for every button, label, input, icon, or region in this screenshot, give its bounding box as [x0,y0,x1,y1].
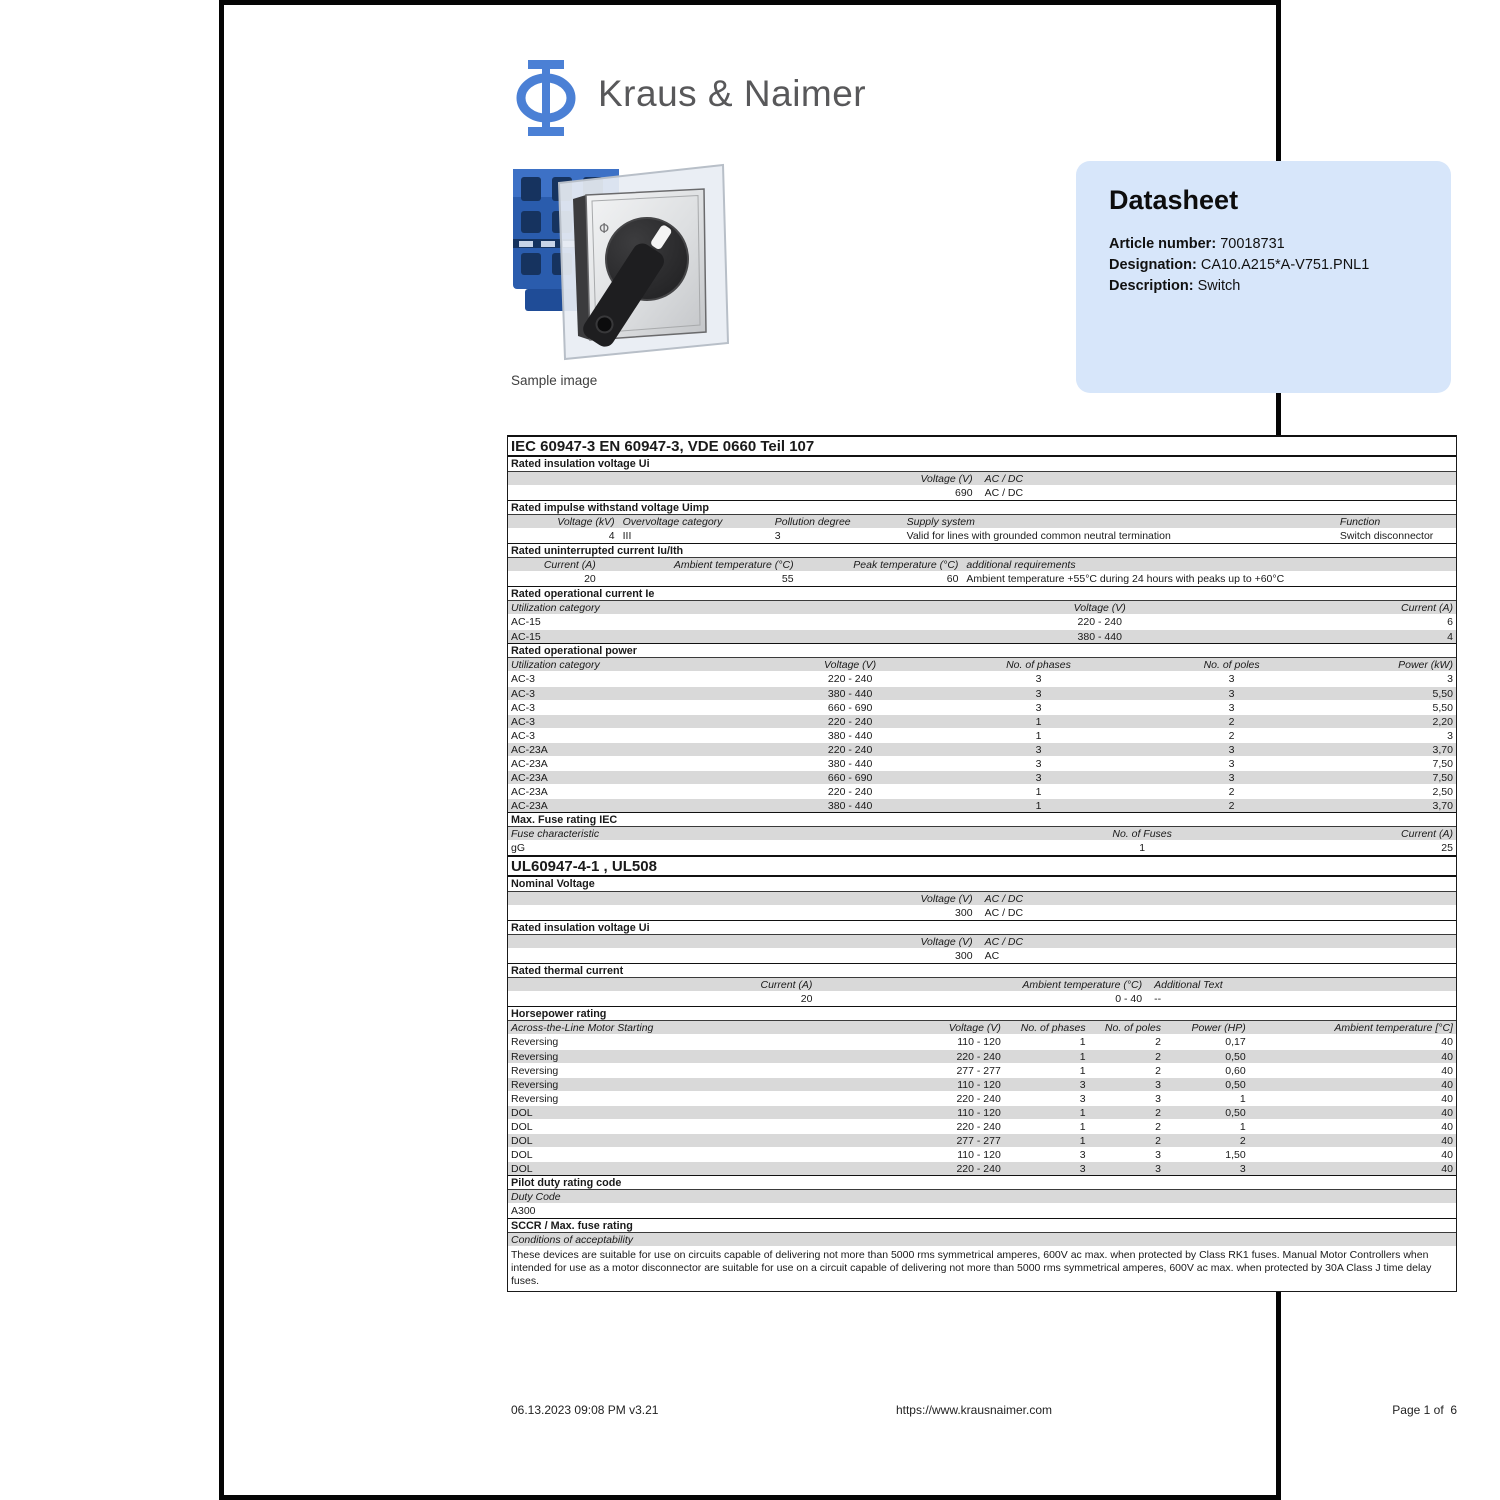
table-cell: IEC 60947-3 EN 60947-3, VDE 0660 Teil 107 [511,437,815,455]
table-cell: 20 [800,993,813,1005]
table-cell: Nominal Voltage [511,878,595,890]
table-row [508,1049,1456,1063]
table-cell: 5,50 [1432,701,1453,714]
table-cell: Supply system [906,515,975,528]
table-cell: AC-23A [511,771,548,784]
table-cell: 3 [1079,1092,1086,1105]
table-row [508,877,1456,892]
table-cell: No. of phases [1020,1021,1086,1034]
table-row [508,515,1456,529]
table-row [508,486,1456,500]
table-row [508,586,1456,601]
table-row [508,615,1456,629]
table-cell: 1 [1079,1036,1086,1048]
table-cell: Current (A) [543,558,596,571]
table-cell: Voltage (V) [920,472,973,485]
table-row [508,1021,1456,1035]
table-cell: Power (HP) [1191,1021,1246,1034]
table-cell: 1 [1239,1120,1246,1133]
table-cell: 2 [1155,1106,1161,1119]
table-cell: 220 - 240 [1077,616,1122,628]
table-row [508,1147,1456,1161]
table-cell: 2 [1228,715,1235,728]
table-cell: Current (A) [1401,827,1453,840]
table-row [508,529,1456,543]
table-row [508,784,1456,798]
table-cell: 2,50 [1432,785,1453,798]
table-row [508,1190,1456,1204]
table-cell: 40 [1441,1148,1453,1161]
table-cell: 2 [1155,1134,1161,1147]
table-cell: 690 [955,487,973,499]
table-cell: Valid for lines with grounded common neutral termination [906,530,1171,542]
table-cell: Horsepower rating [511,1007,607,1020]
table-cell: 220 - 240 [827,715,873,728]
table-row [508,658,1456,672]
table-cell: 1 [1035,715,1042,728]
table-cell: 3 [1228,687,1235,700]
table-cell: Ambient temperature [°C] [1334,1021,1453,1034]
table-cell: 2 [1228,799,1235,812]
table-cell: 3 [1239,1162,1246,1175]
kraus-naimer-logo [511,57,581,139]
table-cell: AC / DC [984,892,1024,905]
table-row [508,1077,1456,1091]
table-cell: 3 [1228,743,1235,756]
table-cell: Additional Text [1154,978,1223,991]
table-cell: 1 [1079,1120,1086,1133]
table-cell: 2 [1155,1120,1161,1133]
table-cell: 3 [1155,1092,1161,1105]
table-cell: Ambient temperature +55°C during 24 hours with peaks up to +60°C [966,573,1285,585]
table-cell: 20 [584,573,596,585]
table-cell: 380 - 440 [827,687,873,700]
table-row [508,892,1456,906]
table-cell: 3,70 [1432,743,1453,756]
table-row [508,949,1456,963]
table-cell: AC-3 [511,687,535,700]
svg-text:Φ: Φ [599,222,610,237]
table-cell: 110 - 120 [957,1148,1001,1161]
table-cell: 3 [1228,673,1235,685]
table-cell: DOL [511,1148,533,1161]
table-cell: 4 [1447,630,1453,643]
table-cell: A300 [511,1205,536,1217]
table-cell: Current (A) [1401,601,1453,614]
table-cell: 7,50 [1432,771,1453,784]
table-row [508,500,1456,515]
table-row [508,906,1456,920]
table-row [508,935,1456,949]
table-cell: Reversing [511,1092,559,1105]
table-cell: 3 [1155,1162,1161,1175]
table-row [508,1105,1456,1119]
table-row [508,827,1456,841]
table-cell: 2 [1155,1064,1161,1077]
table-row [508,1247,1456,1291]
table-row [508,798,1456,812]
table-cell: 4 [608,530,615,542]
table-cell: Utilization category [511,658,600,671]
table-row [508,742,1456,756]
table-cell: AC / DC [984,472,1024,485]
table-cell: 40 [1441,1106,1453,1119]
table-cell: 2 [1155,1036,1161,1048]
table-cell: Max. Fuse rating IEC [511,813,618,826]
table-row [508,572,1456,586]
table-row [508,435,1456,457]
table-cell: 660 - 690 [827,771,873,784]
table-cell: 380 - 440 [827,729,873,742]
table-cell: 6 [1447,616,1453,628]
table-row [508,686,1456,700]
table-cell: Reversing [511,1036,559,1048]
table-row [508,728,1456,742]
table-row [508,1161,1456,1175]
table-cell: 1 [1079,1134,1086,1147]
table-cell: DOL [511,1134,533,1147]
table-cell: 300 [955,907,973,919]
table-cell: Ambient temperature (°C) [673,558,794,571]
table-cell: 660 - 690 [827,701,873,714]
table-cell: SCCR / Max. fuse rating [511,1219,633,1232]
table-cell: 40 [1441,1120,1453,1133]
info-field: Description: Switch [1109,278,1241,294]
table-row [508,978,1456,992]
table-row [508,1233,1456,1247]
product-image [507,153,757,373]
table-cell: 0,60 [1225,1064,1246,1077]
table-row [508,472,1456,486]
table-cell: 3 [1447,729,1453,742]
table-cell: 220 - 240 [956,1050,1001,1063]
table-cell: 380 - 440 [1077,630,1122,643]
table-row [508,855,1456,877]
table-row [508,1218,1456,1233]
table-cell: Ambient temperature (°C) [1022,978,1143,991]
table-cell: AC-23A [511,743,548,756]
table-cell: Overvoltage category [622,515,723,528]
table-cell: DOL [511,1162,533,1175]
table-cell: Conditions of acceptability [511,1233,633,1246]
table-cell: 1 [1079,1050,1086,1063]
table-cell: 0,50 [1225,1078,1246,1091]
page-footer [443,1403,1500,1423]
table-cell: 3 [1035,743,1042,756]
table-row [508,756,1456,770]
table-cell: additional requirements [966,558,1076,571]
table-row [508,1091,1456,1105]
info-field: Designation: CA10.A215*A-V751.PNL1 [1109,257,1370,273]
table-cell: 3 [1079,1148,1086,1161]
table-cell: III [622,530,632,542]
table-cell: 40 [1441,1092,1453,1105]
table-cell: 0,17 [1225,1036,1246,1048]
table-cell: 3,70 [1432,799,1453,812]
table-cell: 5,50 [1432,687,1453,700]
datasheet-infobox [1076,161,1451,393]
table-cell: 1 [1239,1092,1246,1105]
table-cell: Current (A) [760,978,813,991]
brand-name: Kraus & Naimer [598,73,867,114]
table-cell: Rated impulse withstand voltage Uimp [511,501,709,514]
table-cell: 3 [1228,771,1235,784]
table-cell: 1,50 [1225,1148,1246,1161]
table-cell: 380 - 440 [827,799,873,812]
table-cell: 3 [1079,1078,1086,1091]
table-row [508,1006,1456,1021]
table-cell: AC-3 [511,673,535,685]
table-cell: Peak temperature (°C) [853,558,959,571]
table-cell: 0,50 [1225,1106,1246,1119]
table-cell: No. of poles [1203,658,1260,671]
table-cell: 1 [1079,1064,1086,1077]
table-cell: AC-3 [511,701,535,714]
table-cell: 3 [1155,1078,1161,1091]
table-row [508,601,1456,615]
table-cell: 380 - 440 [827,757,873,770]
table-cell: 2 [1228,729,1235,742]
table-cell: 220 - 240 [956,1162,1001,1175]
table-cell: 220 - 240 [827,673,873,685]
table-row [508,992,1456,1006]
table-cell: Voltage (V) [948,1021,1001,1034]
table-cell: 220 - 240 [827,785,873,798]
table-row [508,1063,1456,1077]
table-cell: 40 [1441,1162,1453,1175]
table-cell: Rated thermal current [511,964,624,977]
spec-table [507,435,1457,1292]
table-row [508,672,1456,686]
table-cell: AC-3 [511,729,535,742]
table-row [508,643,1456,658]
table-row [508,1133,1456,1147]
table-cell: DOL [511,1120,533,1133]
table-cell: 3 [774,530,781,542]
table-row [508,770,1456,784]
table-cell: 1 [1035,785,1042,798]
infobox-fields [1109,234,1451,297]
table-cell: AC-23A [511,757,548,770]
table-row [508,1204,1456,1218]
table-cell: 55 [781,573,794,585]
table-cell: Voltage (V) [1073,601,1126,614]
table-cell: No. of Fuses [1112,827,1172,840]
table-cell: 2 [1155,1050,1161,1063]
table-cell: 2 [1228,785,1235,798]
table-cell: 1 [1079,1106,1086,1119]
info-field: Article number: 70018731 [1109,236,1285,252]
table-cell: Utilization category [511,601,600,614]
table-cell: 3 [1035,757,1042,770]
table-cell: 40 [1441,1134,1453,1147]
phi-logo-icon [511,57,581,139]
table-row [508,558,1456,572]
table-cell: AC / DC [984,907,1024,919]
table-cell: 3 [1228,757,1235,770]
table-cell: 7,50 [1432,757,1453,770]
table-cell: 110 - 120 [957,1036,1001,1048]
table-cell: AC-15 [511,630,541,643]
table-row [508,1035,1456,1049]
table-cell: Reversing [511,1078,559,1091]
table-cell: 3 [1155,1148,1161,1161]
table-cell: Switch disconnector [1339,530,1434,542]
sample-image-caption: Sample image [511,373,598,388]
table-cell: Voltage (kV) [557,515,615,528]
table-cell: AC [984,950,1000,962]
table-cell: AC-15 [511,616,541,628]
table-cell: 3 [1035,701,1042,714]
table-cell: DOL [511,1106,533,1119]
table-cell: Across-the-Line Motor Starting [511,1021,654,1034]
table-row [508,1175,1456,1190]
table-cell: 220 - 240 [956,1120,1001,1133]
table-cell: Fuse characteristic [511,827,600,840]
table-cell: 3 [1228,701,1235,714]
table-cell: Rated insulation voltage Ui [511,458,650,470]
table-cell: Rated uninterrupted current Iu/Ith [511,544,684,557]
table-cell: 40 [1441,1050,1453,1063]
footer-url[interactable]: https://www.krausnaimer.com [895,1403,1053,1417]
table-cell: -- [1154,993,1162,1005]
table-cell: gG [511,842,526,854]
table-cell: 1 [1139,842,1146,854]
datasheet-title: Datasheet [1109,185,1239,215]
table-cell: 3 [1035,771,1042,784]
table-cell: No. of poles [1104,1021,1161,1034]
table-cell: Voltage (V) [920,935,973,948]
table-row [508,457,1456,472]
table-cell: 1 [1035,729,1042,742]
table-row [508,700,1456,714]
table-cell: 2,20 [1432,715,1453,728]
table-cell: 25 [1441,842,1453,854]
table-cell: UL60947-4-1 , UL508 [511,857,657,875]
table-cell: AC-3 [511,715,535,728]
footer-date: 06.13.2023 09:08 PM v3.21 [511,1403,659,1417]
table-cell: 40 [1441,1078,1453,1091]
table-cell: AC / DC [984,935,1024,948]
table-cell: 220 - 240 [827,743,873,756]
table-row [508,963,1456,978]
table-cell: Power (kW) [1398,658,1453,671]
table-row [508,920,1456,935]
table-cell: 300 [955,950,973,962]
table-cell: Voltage (V) [824,658,877,671]
table-cell: 110 - 120 [957,1106,1001,1119]
table-cell: 0 - 40 [1115,993,1143,1005]
table-row [508,714,1456,728]
footer-page-number: Page 1 of 6 [1392,1403,1457,1417]
table-cell: AC-23A [511,785,548,798]
table-cell: Reversing [511,1050,559,1063]
table-cell: AC / DC [984,487,1024,499]
table-cell: Pollution degree [774,515,851,528]
table-cell: 2 [1239,1134,1246,1147]
table-cell: 40 [1441,1036,1453,1048]
table-cell: Function [1339,515,1381,528]
table-cell: Rated operational power [511,644,637,657]
table-cell: 60 [946,573,959,585]
table-cell: 1 [1035,799,1042,812]
table-row [508,629,1456,643]
table-cell: 110 - 120 [957,1078,1001,1091]
table-cell: 3 [1447,673,1453,685]
table-cell: 277 - 277 [956,1134,1001,1147]
table-cell: 3 [1035,687,1042,700]
table-cell: 3 [1035,673,1042,685]
table-cell: Rated insulation voltage Ui [511,921,650,934]
table-row [508,812,1456,827]
table-cell: 277 - 277 [956,1064,1001,1077]
table-cell: 40 [1441,1064,1453,1077]
table-cell: These devices are suitable for use on circuits capable of delivering not more than 5000 rms symmetrical amperes, 600V ac max. when protected by Class RK1 fuses. Manual Motor Controllers when intended for use as a motor disconnector are suitable for use on a circuit capable of delivering not more than 5000 rms symmetrical amperes, 600V ac max. when protected by 30A Class J time delay fuses. [511,1249,1432,1287]
table-cell: Rated operational current Ie [511,587,655,600]
table-cell: Pilot duty rating code [511,1176,622,1189]
table-cell: Voltage (V) [920,892,973,905]
table-cell: 3 [1079,1162,1086,1175]
table-cell: Reversing [511,1064,559,1077]
table-row [508,1119,1456,1133]
table-cell: Duty Code [511,1190,561,1203]
table-cell: 0,50 [1225,1050,1246,1063]
page [219,0,1457,1500]
table-cell: AC-23A [511,799,548,812]
table-cell: 220 - 240 [956,1092,1001,1105]
table-row [508,841,1456,855]
table-row [508,543,1456,558]
table-cell: No. of phases [1006,658,1071,671]
